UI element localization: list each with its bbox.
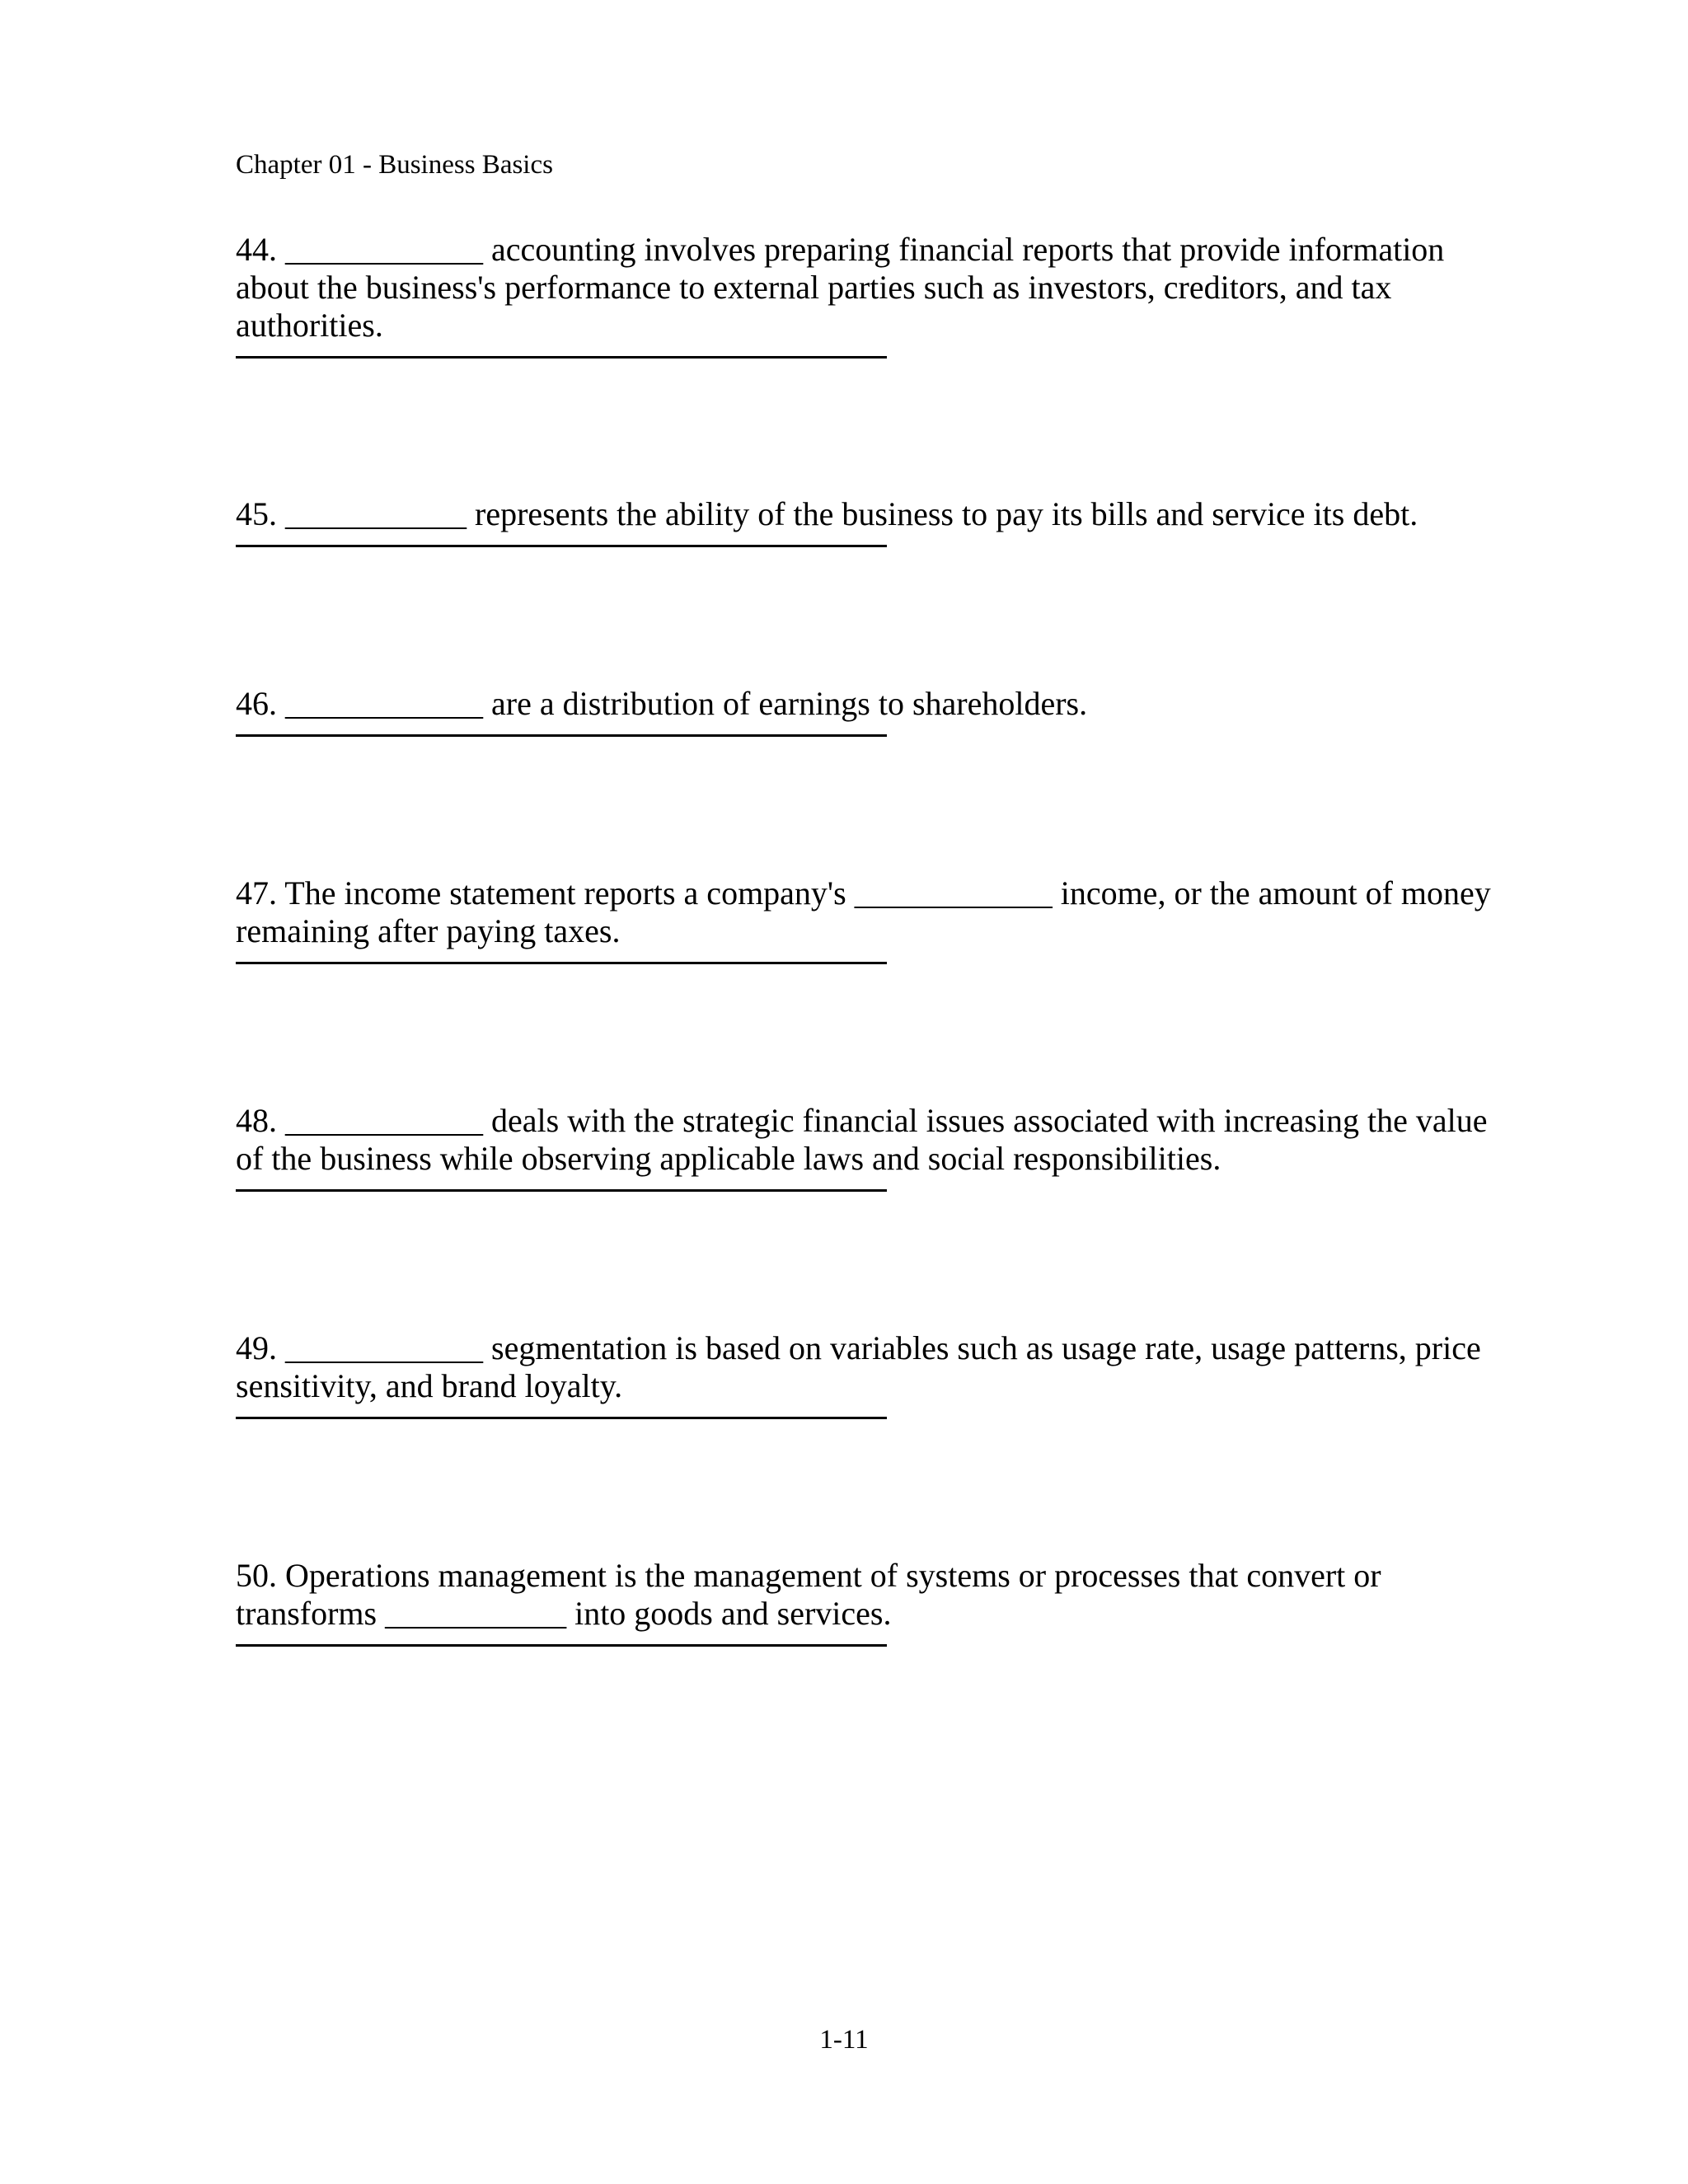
question-50 [236, 1557, 1505, 1647]
answer-line [236, 723, 887, 737]
question-45 [236, 495, 1505, 547]
question-text: 47. The income statement reports a company's ____________ income, or the amount of money remaining after paying taxes. [236, 874, 1491, 949]
answer-line [236, 950, 887, 964]
answer-line [236, 1405, 887, 1419]
question-47 [236, 874, 1505, 964]
question-44 [236, 231, 1505, 359]
question-46 [236, 685, 1505, 737]
question-text: 46. ____________ are a distribution of earnings to shareholders. [236, 685, 1088, 722]
question-text: 50. Operations management is the management of systems or processes that convert or transforms ___________ into goods and services. [236, 1557, 1381, 1632]
page-number: 1-11 [819, 2025, 869, 2055]
answer-line [236, 1633, 887, 1647]
question-49 [236, 1329, 1505, 1419]
question-text: 44. ____________ accounting involves preparing financial reports that provide information about the business's performance to external parties such as investors, creditors, and tax authorities. [236, 231, 1445, 344]
answer-line [236, 1178, 887, 1192]
answer-line [236, 344, 887, 359]
question-text: 45. ___________ represents the ability of the business to pay its bills and service its debt. [236, 495, 1418, 532]
question-text: 49. ____________ segmentation is based on variables such as usage rate, usage patterns, price sensitivity, and brand loyalty. [236, 1329, 1481, 1404]
page-header: Chapter 01 - Business Basics [236, 150, 553, 180]
question-48 [236, 1102, 1505, 1192]
question-text: 48. ____________ deals with the strategic financial issues associated with increasing the value of the business while observing applicable laws and social responsibilities. [236, 1102, 1488, 1177]
answer-line [236, 533, 887, 547]
